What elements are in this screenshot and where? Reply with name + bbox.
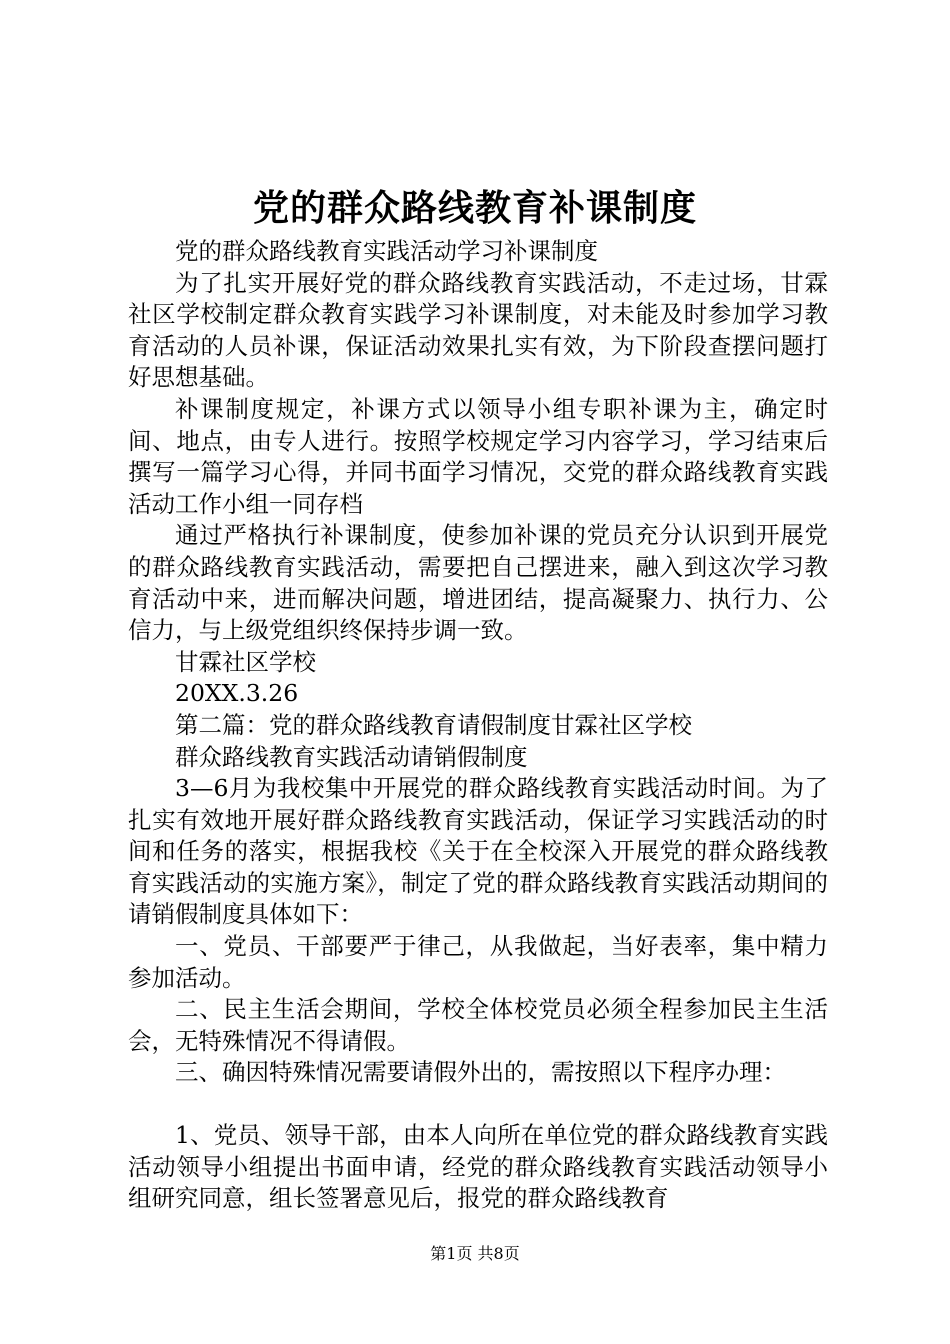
- paragraph-rules: 补课制度规定，补课方式以领导小组专职补课为主，确定时间、地点，由专人进行。按照学校规定学习内容学习，学习结束后撰写一篇学习心得，并同书面学习情况，交党的群众路线教育实践活动工作小组一同存档: [128, 394, 828, 518]
- paragraph-intro: 为了扎实开展好党的群众路线教育实践活动，不走过场，甘霖社区学校制定群众教育实践学习补课制度，对未能及时参加学习教育活动的人员补课，保证活动效果扎实有效，为下阶段查摆问题打好思想基础。: [128, 268, 828, 392]
- paragraph-second-part-heading: 第二篇：党的群众路线教育请假制度甘霖社区学校: [175, 710, 692, 739]
- paragraph-procedure-one: 1、党员、领导干部，由本人向所在单位党的群众路线教育实践活动领导小组提出书面申请，经党的群众路线教育实践活动领导小组研究同意，组长签署意见后，报党的群众路线教育: [128, 1121, 828, 1213]
- paragraph-purpose: 通过严格执行补课制度，使参加补课的党员充分认识到开展党的群众路线教育实践活动，需要把自己摆进来，融入到这次学习教育活动中来，进而解决问题，增进团结，提高凝聚力、执行力、公信力，与上级党组织终保持步调一致。: [128, 521, 828, 645]
- paragraph-item-two: 二、民主生活会期间，学校全体校党员必须全程参加民主生活会，无特殊情况不得请假。: [128, 995, 828, 1055]
- paragraph-subtitle: 党的群众路线教育实践活动学习补课制度: [175, 237, 598, 265]
- paragraph-leave-intro: 3—6月为我校集中开展党的群众路线教育实践活动时间。为了扎实有效地开展好群众路线教育实践活动，保证学习实践活动的时间和任务的落实，根据我校《关于在全校深入开展党的群众路线教育实践活动的实施方案》，制定了党的群众路线教育实践活动期间的请销假制度具体如下：: [128, 774, 828, 929]
- document-title: 党的群众路线教育补课制度: [252, 188, 697, 229]
- document-body: [128, 236, 828, 1215]
- paragraph-signature-org: 甘霖社区学校: [175, 647, 316, 676]
- paragraph-second-part-title: 群众路线教育实践活动请销假制度: [175, 742, 528, 771]
- page-footer: 第1页 共8页: [430, 1244, 520, 1263]
- paragraph-signature-date: 20XX.3.26: [175, 679, 299, 708]
- paragraph-item-three: 三、确因特殊情况需要请假外出的，需按照以下程序办理：: [175, 1058, 786, 1087]
- paragraph-item-one: 一、党员、干部要严于律己，从我做起，当好表率，集中精力参加活动。: [128, 932, 828, 992]
